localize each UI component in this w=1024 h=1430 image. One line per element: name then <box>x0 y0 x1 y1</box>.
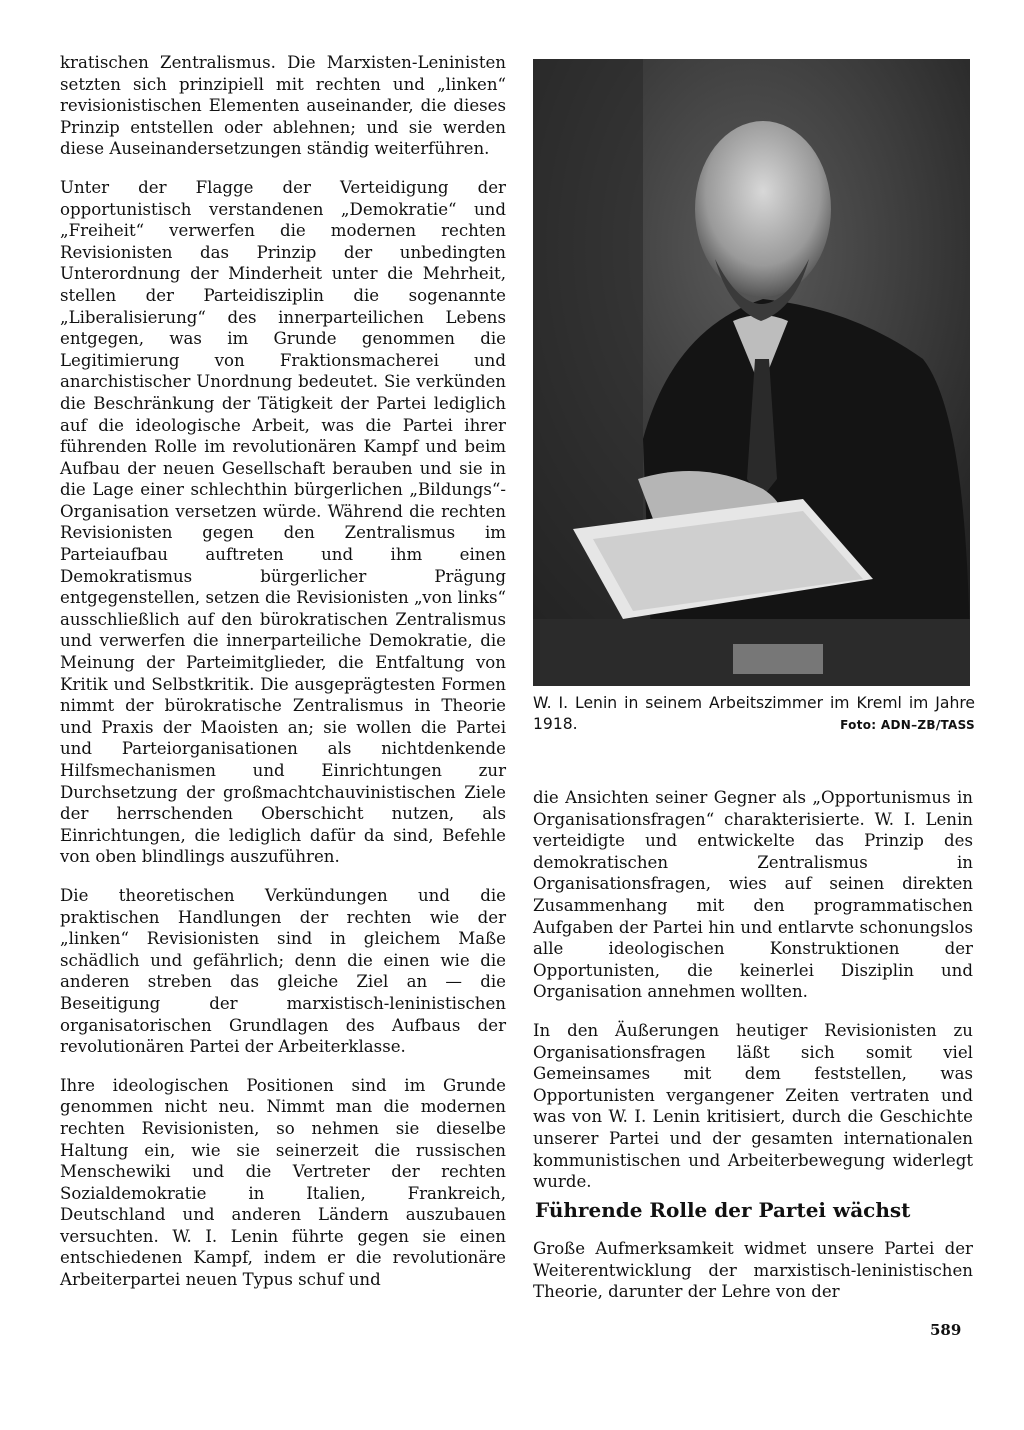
lenin-photo <box>533 59 970 686</box>
right-column-continued <box>533 1238 973 1320</box>
photo-credit: Foto: ADN–ZB/TASS <box>840 718 975 732</box>
paragraph: In den Äußerungen heutiger Revisionisten zu Organisationsfragen läßt sich somit viel Gemeinsames mit dem feststellen, was Opportunisten vergangener Zeiten vertraten und was von W. I. Lenin kritisiert, durch die Geschichte unserer Partei und der gesamten internationalen kommunistischen und Arbeiterbewegung widerlegt wurde. <box>533 1020 973 1192</box>
left-column <box>60 52 506 1308</box>
paragraph: kratischen Zentralismus. Die Marxisten-Leninisten setzten sich prinzipiell mit rechten und „linken“ revisionistischen Elementen auseinander, die dieses Prinzip entstellen oder ablehnen; und sie werden diese Auseinandersetzungen ständig weiterführen. <box>60 53 506 159</box>
page-number: 589 <box>930 1321 962 1339</box>
right-column <box>533 787 973 1210</box>
section-heading: Führende Rolle der Partei wächst <box>535 1198 911 1222</box>
paragraph: Ihre ideologischen Positionen sind im Grunde genommen nicht neu. Nimmt man die modernen rechten Revisionisten, so nehmen sie dieselbe Haltung ein, wie sie seinerzeit die russischen Menschewiki und die Vertreter der rechten Sozialdemokratie in Italien, Frankreich, Deutschland und anderen Ländern auszubauen versuchten. W. I. Lenin führte gegen sie einen entschiedenen Kampf, indem er die revolutionäre Arbeiterpartei neuen Typus schuf und <box>60 1075 506 1290</box>
paragraph: Die theoretischen Verkündungen und die praktischen Handlungen der rechten wie der „linken“ Revisionisten sind in gleichem Maße schädlich und gefährlich; denn die einen wie die anderen streben das gleiche Ziel an — die Beseitigung der marxistisch-leninistischen organisatorischen Grundlagen des Aufbaus der revolutionären Partei der Arbeiterklasse. <box>60 885 506 1057</box>
portrait-image <box>533 59 970 686</box>
photo-caption: W. I. Lenin in seinem Arbeitszimmer im Kreml im Jahre 1918. <box>533 694 975 733</box>
paragraph: Große Aufmerksamkeit widmet unsere Partei der Weiterentwicklung der marxistisch-leninistischen Theorie, darunter der Lehre von der <box>533 1239 973 1302</box>
paragraph: Unter der Flagge der Verteidigung der opportunistisch verstandenen „Demokratie“ und „Freiheit“ verwerfen die modernen rechten Revisionisten das Prinzip der unbedingten Unterordnung der Minderheit unter die Mehrheit, stellen der Parteidisziplin die sogenannte „Liberalisierung“ des innerparteilichen Lebens entgegen, was im Grunde genommen die Legitimierung von Fraktionsmacherei und anarchistischer Unordnung bedeutet. Sie verkünden die Beschränkung der Tätigkeit der Partei lediglich auf die ideologische Arbeit, was die Partei ihrer führenden Rolle im revolutionären Kampf und beim Aufbau der neuen Gesellschaft berauben und sie in die Lage einer schlechthin bürgerlichen „Bildungs“-Organisation versetzen würde. Während die rechten Revisionisten gegen den Zentralismus im Parteiaufbau auftreten und ihm einen Demokratismus bürgerlicher Prägung entgegenstellen, setzen die Revisionisten „von links“ ausschließlich auf den bürokratischen Zentralismus und verwerfen die innerparteiliche Demokratie, die Meinung der Parteimitglieder, die Entfaltung von Kritik und Selbstkritik. Die ausgeprägtesten Formen nimmt der bürokratische Zentralismus in Theorie und Praxis der Maoisten an; sie wollen die Partei und Parteiorganisationen als nichtdenkende Hilfsmechanismen und Einrichtungen zur Durchsetzung der großmachtchauvinistischen Ziele der herrschenden Oberschicht nutzen, als Einrichtungen, die lediglich dafür da sind, Befehle von oben blindlings auszuführen. <box>60 177 506 867</box>
paragraph: die Ansichten seiner Gegner als „Opportunismus in Organisationsfragen“ charakterisierte. W. I. Lenin verteidigte und entwickelte das Prinzip des demokratischen Zentralismus in Organisationsfragen, wies auf seinen direkten Zusammenhang mit den programmatischen Aufgaben der Partei hin und entlarvte schonungslos alle ideologischen Konstruktionen der Opportunisten, die keinerlei Disziplin und Organisation annehmen wollten. <box>533 788 973 1002</box>
